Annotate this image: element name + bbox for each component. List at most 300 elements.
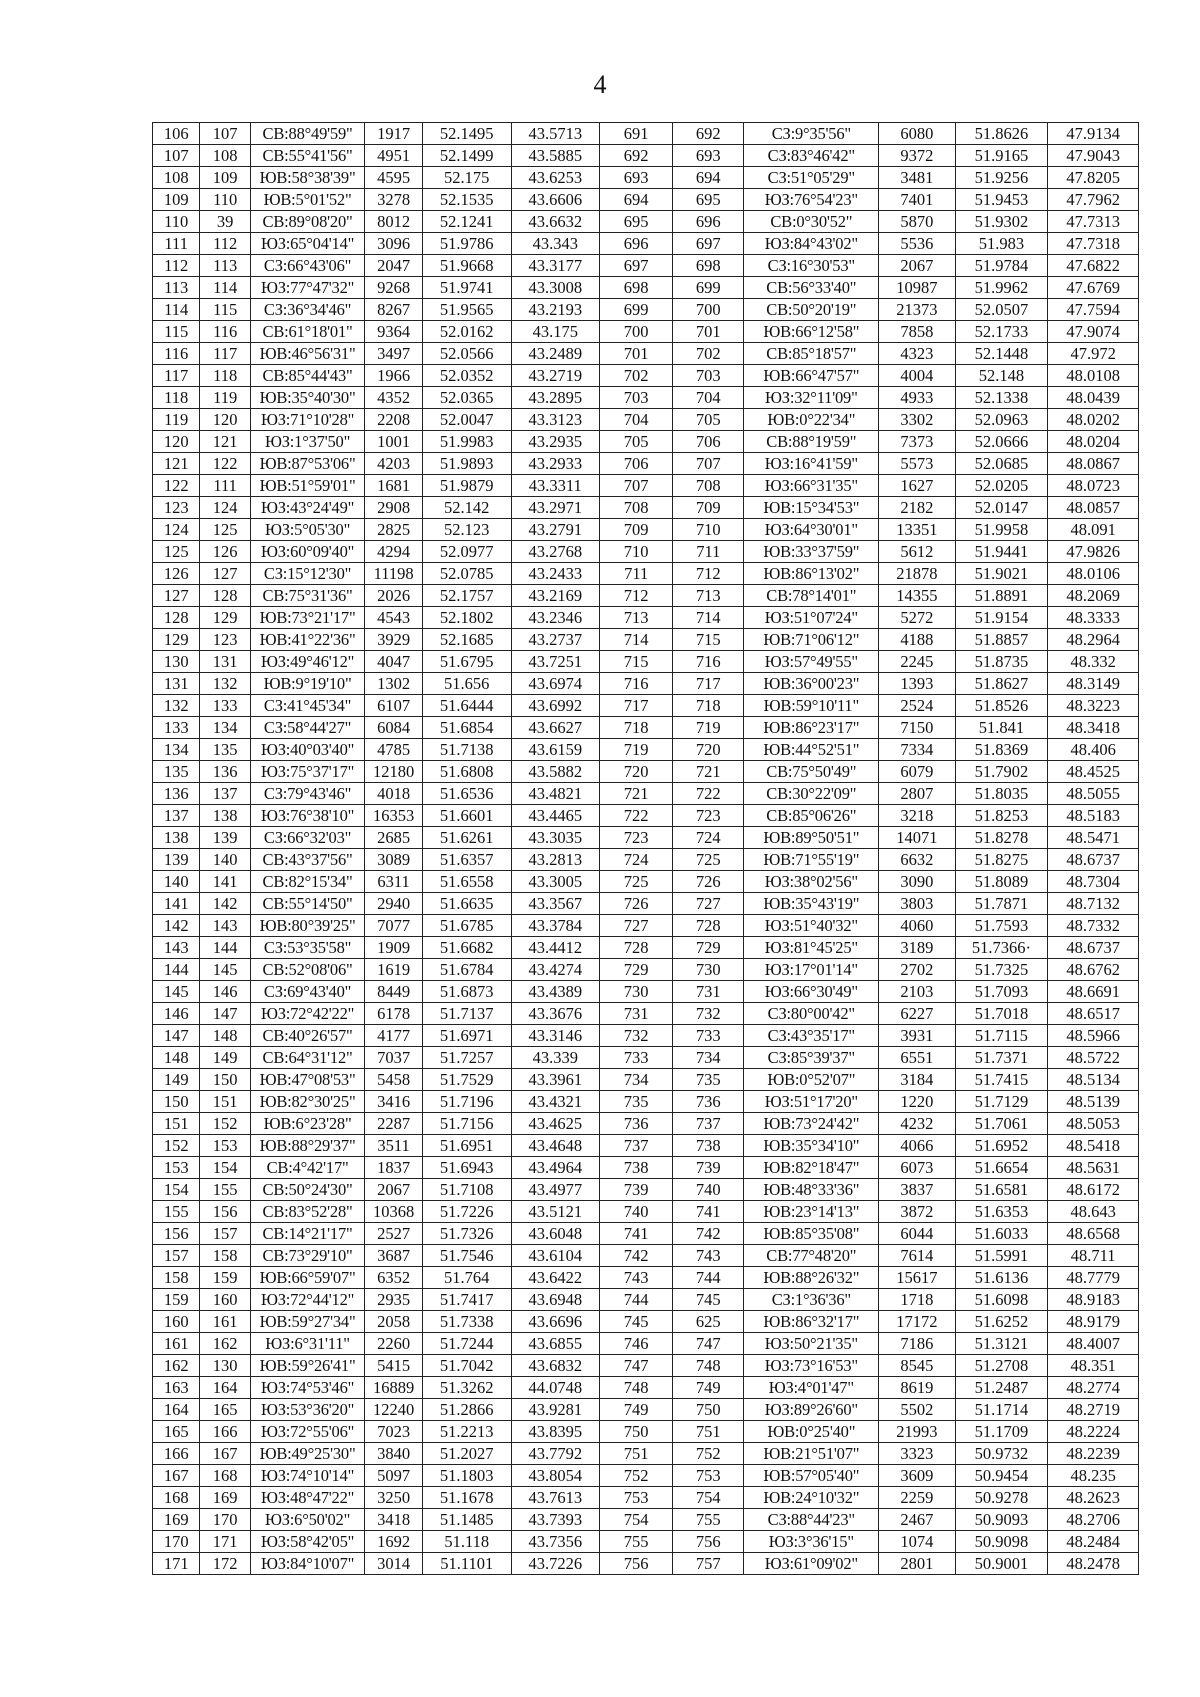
- direction-cell: ЮЗ:74°53'46": [250, 1377, 364, 1399]
- table-row: [153, 1509, 1139, 1531]
- distance-cell: 8267: [365, 299, 423, 321]
- distance-cell: 14355: [879, 585, 955, 607]
- longitude-cell: 43.2791: [511, 519, 600, 541]
- to-point-cell: 753: [673, 1465, 744, 1487]
- direction-cell: ЮВ:59°26'41": [250, 1355, 364, 1377]
- to-point-cell: 114: [200, 277, 250, 299]
- distance-cell: 2524: [879, 695, 955, 717]
- distance-cell: 1692: [365, 1531, 423, 1553]
- table-row: [153, 387, 1139, 409]
- from-point-cell: 142: [153, 915, 200, 937]
- longitude-cell: 48.0202: [1048, 409, 1139, 431]
- to-point-cell: 743: [673, 1245, 744, 1267]
- direction-cell: СВ:55°41'56": [250, 145, 364, 167]
- longitude-cell: 43.2935: [511, 431, 600, 453]
- table-row: [153, 1179, 1139, 1201]
- latitude-cell: 52.0205: [955, 475, 1048, 497]
- to-point-cell: 748: [673, 1355, 744, 1377]
- latitude-cell: 51.1803: [422, 1465, 511, 1487]
- to-point-cell: 123: [200, 629, 250, 651]
- distance-cell: 21373: [879, 299, 955, 321]
- longitude-cell: 43.2813: [511, 849, 600, 871]
- to-point-cell: 129: [200, 607, 250, 629]
- latitude-cell: 51.3262: [422, 1377, 511, 1399]
- distance-cell: 5536: [879, 233, 955, 255]
- from-point-cell: 123: [153, 497, 200, 519]
- table-row: [153, 695, 1139, 717]
- latitude-cell: 51.8735: [955, 651, 1048, 673]
- to-point-cell: 738: [673, 1135, 744, 1157]
- longitude-cell: 43.9281: [511, 1399, 600, 1421]
- to-point-cell: 733: [673, 1025, 744, 1047]
- latitude-cell: 50.9093: [955, 1509, 1048, 1531]
- latitude-cell: 51.5991: [955, 1245, 1048, 1267]
- latitude-cell: 52.0365: [422, 387, 511, 409]
- direction-cell: ЮВ:88°29'37": [250, 1135, 364, 1157]
- from-point-cell: 150: [153, 1091, 200, 1113]
- distance-cell: 4047: [365, 651, 423, 673]
- from-point-cell: 152: [153, 1135, 200, 1157]
- latitude-cell: 51.9962: [955, 277, 1048, 299]
- from-point-cell: 135: [153, 761, 200, 783]
- direction-cell: ЮЗ:51°40'32": [744, 915, 879, 937]
- longitude-cell: 43.4412: [511, 937, 600, 959]
- distance-cell: 4177: [365, 1025, 423, 1047]
- table-row: [153, 1025, 1139, 1047]
- latitude-cell: 51.7137: [422, 1003, 511, 1025]
- latitude-cell: 51.7326: [422, 1223, 511, 1245]
- latitude-cell: 51.7871: [955, 893, 1048, 915]
- to-point-cell: 694: [673, 167, 744, 189]
- longitude-cell: 48.2774: [1048, 1377, 1139, 1399]
- from-point-cell: 144: [153, 959, 200, 981]
- latitude-cell: 51.8891: [955, 585, 1048, 607]
- from-point-cell: 691: [600, 123, 673, 145]
- from-point-cell: 124: [153, 519, 200, 541]
- direction-cell: ЮВ:88°26'32": [744, 1267, 879, 1289]
- to-point-cell: 146: [200, 981, 250, 1003]
- longitude-cell: 48.711: [1048, 1245, 1139, 1267]
- to-point-cell: 156: [200, 1201, 250, 1223]
- longitude-cell: 48.2239: [1048, 1443, 1139, 1465]
- to-point-cell: 147: [200, 1003, 250, 1025]
- table-row: [153, 189, 1139, 211]
- distance-cell: 4203: [365, 453, 423, 475]
- from-point-cell: 164: [153, 1399, 200, 1421]
- direction-cell: ЮВ:82°30'25": [250, 1091, 364, 1113]
- from-point-cell: 145: [153, 981, 200, 1003]
- to-point-cell: 730: [673, 959, 744, 981]
- to-point-cell: 155: [200, 1179, 250, 1201]
- to-point-cell: 117: [200, 343, 250, 365]
- direction-cell: ЮЗ:66°31'35": [744, 475, 879, 497]
- longitude-cell: 43.6104: [511, 1245, 600, 1267]
- to-point-cell: 140: [200, 849, 250, 871]
- distance-cell: 3872: [879, 1201, 955, 1223]
- distance-cell: 2807: [879, 783, 955, 805]
- from-point-cell: 708: [600, 497, 673, 519]
- direction-cell: ЮЗ:57°49'55": [744, 651, 879, 673]
- from-point-cell: 171: [153, 1553, 200, 1575]
- table-row: [153, 1157, 1139, 1179]
- distance-cell: 3302: [879, 409, 955, 431]
- direction-cell: ЮЗ:4°01'47": [744, 1377, 879, 1399]
- direction-cell: ЮВ:35°40'30": [250, 387, 364, 409]
- to-point-cell: 741: [673, 1201, 744, 1223]
- to-point-cell: 172: [200, 1553, 250, 1575]
- longitude-cell: 48.7779: [1048, 1267, 1139, 1289]
- table-row: [153, 541, 1139, 563]
- longitude-cell: 48.6691: [1048, 981, 1139, 1003]
- longitude-cell: 48.0439: [1048, 387, 1139, 409]
- to-point-cell: 152: [200, 1113, 250, 1135]
- from-point-cell: 696: [600, 233, 673, 255]
- distance-cell: 4785: [365, 739, 423, 761]
- latitude-cell: 51.7338: [422, 1311, 511, 1333]
- distance-cell: 4188: [879, 629, 955, 651]
- distance-cell: 3929: [365, 629, 423, 651]
- table-row: [153, 519, 1139, 541]
- longitude-cell: 48.0867: [1048, 453, 1139, 475]
- distance-cell: 4323: [879, 343, 955, 365]
- page-number: 4: [593, 70, 607, 99]
- longitude-cell: 43.3146: [511, 1025, 600, 1047]
- from-point-cell: 754: [600, 1509, 673, 1531]
- from-point-cell: 162: [153, 1355, 200, 1377]
- from-point-cell: 166: [153, 1443, 200, 1465]
- latitude-cell: 51.9441: [955, 541, 1048, 563]
- to-point-cell: 701: [673, 321, 744, 343]
- latitude-cell: 52.0566: [422, 343, 511, 365]
- longitude-cell: 48.3418: [1048, 717, 1139, 739]
- to-point-cell: 130: [200, 1355, 250, 1377]
- longitude-cell: 44.0748: [511, 1377, 600, 1399]
- latitude-cell: 51.118: [422, 1531, 511, 1553]
- direction-cell: ЮВ:80°39'25": [250, 915, 364, 937]
- distance-cell: 1074: [879, 1531, 955, 1553]
- from-point-cell: 133: [153, 717, 200, 739]
- latitude-cell: 52.0977: [422, 541, 511, 563]
- from-point-cell: 118: [153, 387, 200, 409]
- from-point-cell: 122: [153, 475, 200, 497]
- direction-cell: ЮЗ:72°44'12": [250, 1289, 364, 1311]
- direction-cell: СЗ:53°35'58": [250, 937, 364, 959]
- from-point-cell: 703: [600, 387, 673, 409]
- from-point-cell: 755: [600, 1531, 673, 1553]
- distance-cell: 8449: [365, 981, 423, 1003]
- to-point-cell: 124: [200, 497, 250, 519]
- longitude-cell: 43.4321: [511, 1091, 600, 1113]
- from-point-cell: 715: [600, 651, 673, 673]
- latitude-cell: 51.8275: [955, 849, 1048, 871]
- latitude-cell: 52.142: [422, 497, 511, 519]
- from-point-cell: 737: [600, 1135, 673, 1157]
- distance-cell: 8619: [879, 1377, 955, 1399]
- direction-cell: СВ:43°37'56": [250, 849, 364, 871]
- direction-cell: ЮВ:23°14'13": [744, 1201, 879, 1223]
- distance-cell: 2058: [365, 1311, 423, 1333]
- from-point-cell: 143: [153, 937, 200, 959]
- direction-cell: ЮЗ:76°38'10": [250, 805, 364, 827]
- to-point-cell: 752: [673, 1443, 744, 1465]
- longitude-cell: 43.6159: [511, 739, 600, 761]
- direction-cell: ЮЗ:58°42'05": [250, 1531, 364, 1553]
- from-point-cell: 710: [600, 541, 673, 563]
- latitude-cell: 51.3121: [955, 1333, 1048, 1355]
- latitude-cell: 51.6952: [955, 1135, 1048, 1157]
- distance-cell: 5870: [879, 211, 955, 233]
- latitude-cell: 51.6601: [422, 805, 511, 827]
- latitude-cell: 51.9879: [422, 475, 511, 497]
- distance-cell: 3609: [879, 1465, 955, 1487]
- latitude-cell: 51.7093: [955, 981, 1048, 1003]
- longitude-cell: 48.5471: [1048, 827, 1139, 849]
- latitude-cell: 51.6808: [422, 761, 511, 783]
- from-point-cell: 732: [600, 1025, 673, 1047]
- from-point-cell: 699: [600, 299, 673, 321]
- table-row: [153, 915, 1139, 937]
- longitude-cell: 43.3676: [511, 1003, 600, 1025]
- direction-cell: ЮЗ:84°43'02": [744, 233, 879, 255]
- longitude-cell: 43.2768: [511, 541, 600, 563]
- direction-cell: ЮЗ:53°36'20": [250, 1399, 364, 1421]
- direction-cell: СВ:73°29'10": [250, 1245, 364, 1267]
- latitude-cell: 52.1499: [422, 145, 511, 167]
- to-point-cell: 712: [673, 563, 744, 585]
- distance-cell: 2067: [365, 1179, 423, 1201]
- to-point-cell: 127: [200, 563, 250, 585]
- longitude-cell: 48.0108: [1048, 365, 1139, 387]
- distance-cell: 3931: [879, 1025, 955, 1047]
- direction-cell: ЮЗ:64°30'01": [744, 519, 879, 541]
- table-row: [153, 1333, 1139, 1355]
- direction-cell: СВ:50°20'19": [744, 299, 879, 321]
- from-point-cell: 735: [600, 1091, 673, 1113]
- direction-cell: СЗ:9°35'56": [744, 123, 879, 145]
- distance-cell: 4066: [879, 1135, 955, 1157]
- direction-cell: СВ:89°08'20": [250, 211, 364, 233]
- distance-cell: 3089: [365, 849, 423, 871]
- longitude-cell: 48.3333: [1048, 607, 1139, 629]
- distance-cell: 14071: [879, 827, 955, 849]
- latitude-cell: 51.9165: [955, 145, 1048, 167]
- direction-cell: ЮВ:35°34'10": [744, 1135, 879, 1157]
- distance-cell: 3803: [879, 893, 955, 915]
- table-row: [153, 1443, 1139, 1465]
- from-point-cell: 741: [600, 1223, 673, 1245]
- longitude-cell: 43.5121: [511, 1201, 600, 1223]
- longitude-cell: 47.9134: [1048, 123, 1139, 145]
- table-row: [153, 1355, 1139, 1377]
- distance-cell: 4543: [365, 607, 423, 629]
- from-point-cell: 106: [153, 123, 200, 145]
- latitude-cell: 51.9958: [955, 519, 1048, 541]
- table-row: [153, 1311, 1139, 1333]
- direction-cell: СЗ:66°32'03": [250, 827, 364, 849]
- longitude-cell: 43.339: [511, 1047, 600, 1069]
- distance-cell: 1393: [879, 673, 955, 695]
- latitude-cell: 51.9784: [955, 255, 1048, 277]
- from-point-cell: 128: [153, 607, 200, 629]
- to-point-cell: 113: [200, 255, 250, 277]
- longitude-cell: 43.3567: [511, 893, 600, 915]
- distance-cell: 8545: [879, 1355, 955, 1377]
- from-point-cell: 126: [153, 563, 200, 585]
- to-point-cell: 116: [200, 321, 250, 343]
- to-point-cell: 139: [200, 827, 250, 849]
- from-point-cell: 709: [600, 519, 673, 541]
- latitude-cell: 51.7138: [422, 739, 511, 761]
- longitude-cell: 48.3223: [1048, 695, 1139, 717]
- distance-cell: 7023: [365, 1421, 423, 1443]
- table-row: [153, 805, 1139, 827]
- distance-cell: 3278: [365, 189, 423, 211]
- distance-cell: 2801: [879, 1553, 955, 1575]
- distance-cell: 7373: [879, 431, 955, 453]
- to-point-cell: 725: [673, 849, 744, 871]
- from-point-cell: 114: [153, 299, 200, 321]
- direction-cell: ЮВ:0°25'40": [744, 1421, 879, 1443]
- from-point-cell: 746: [600, 1333, 673, 1355]
- to-point-cell: 719: [673, 717, 744, 739]
- longitude-cell: 43.6627: [511, 717, 600, 739]
- direction-cell: СВ:85°06'26": [744, 805, 879, 827]
- to-point-cell: 126: [200, 541, 250, 563]
- direction-cell: ЮВ:82°18'47": [744, 1157, 879, 1179]
- to-point-cell: 166: [200, 1421, 250, 1443]
- latitude-cell: 51.7108: [422, 1179, 511, 1201]
- direction-cell: ЮВ:46°56'31": [250, 343, 364, 365]
- latitude-cell: 51.764: [422, 1267, 511, 1289]
- longitude-cell: 43.4821: [511, 783, 600, 805]
- from-point-cell: 158: [153, 1267, 200, 1289]
- distance-cell: 6073: [879, 1157, 955, 1179]
- from-point-cell: 730: [600, 981, 673, 1003]
- longitude-cell: 47.7962: [1048, 189, 1139, 211]
- from-point-cell: 694: [600, 189, 673, 211]
- from-point-cell: 130: [153, 651, 200, 673]
- to-point-cell: 110: [200, 189, 250, 211]
- longitude-cell: 48.6517: [1048, 1003, 1139, 1025]
- direction-cell: ЮВ:15°34'53": [744, 497, 879, 519]
- distance-cell: 6079: [879, 761, 955, 783]
- longitude-cell: 43.8395: [511, 1421, 600, 1443]
- from-point-cell: 740: [600, 1201, 673, 1223]
- distance-cell: 3250: [365, 1487, 423, 1509]
- from-point-cell: 168: [153, 1487, 200, 1509]
- longitude-cell: 48.5139: [1048, 1091, 1139, 1113]
- longitude-cell: 43.3961: [511, 1069, 600, 1091]
- to-point-cell: 699: [673, 277, 744, 299]
- longitude-cell: 43.7226: [511, 1553, 600, 1575]
- to-point-cell: 708: [673, 475, 744, 497]
- to-point-cell: 720: [673, 739, 744, 761]
- longitude-cell: 43.343: [511, 233, 600, 255]
- direction-cell: СВ:50°24'30": [250, 1179, 364, 1201]
- from-point-cell: 725: [600, 871, 673, 893]
- distance-cell: 4060: [879, 915, 955, 937]
- to-point-cell: 692: [673, 123, 744, 145]
- direction-cell: СВ:77°48'20": [744, 1245, 879, 1267]
- latitude-cell: 50.9001: [955, 1553, 1048, 1575]
- direction-cell: ЮЗ:5°05'30": [250, 519, 364, 541]
- distance-cell: 15617: [879, 1267, 955, 1289]
- latitude-cell: 52.1495: [422, 123, 511, 145]
- longitude-cell: 43.2895: [511, 387, 600, 409]
- latitude-cell: 51.6353: [955, 1201, 1048, 1223]
- from-point-cell: 149: [153, 1069, 200, 1091]
- from-point-cell: 111: [153, 233, 200, 255]
- direction-cell: ЮВ:58°38'39": [250, 167, 364, 189]
- to-point-cell: 727: [673, 893, 744, 915]
- to-point-cell: 111: [200, 475, 250, 497]
- to-point-cell: 703: [673, 365, 744, 387]
- longitude-cell: 43.6832: [511, 1355, 600, 1377]
- table-row: [153, 233, 1139, 255]
- from-point-cell: 706: [600, 453, 673, 475]
- longitude-cell: 47.8205: [1048, 167, 1139, 189]
- latitude-cell: 51.1709: [955, 1421, 1048, 1443]
- from-point-cell: 723: [600, 827, 673, 849]
- longitude-cell: 43.2193: [511, 299, 600, 321]
- table-row: [153, 453, 1139, 475]
- direction-cell: СВ:85°18'57": [744, 343, 879, 365]
- to-point-cell: 745: [673, 1289, 744, 1311]
- direction-cell: СЗ:79°43'46": [250, 783, 364, 805]
- direction-cell: СВ:52°08'06": [250, 959, 364, 981]
- direction-cell: СЗ:36°34'46": [250, 299, 364, 321]
- to-point-cell: 715: [673, 629, 744, 651]
- table-row: [153, 475, 1139, 497]
- to-point-cell: 713: [673, 585, 744, 607]
- from-point-cell: 714: [600, 629, 673, 651]
- table-row: [153, 299, 1139, 321]
- distance-cell: 2182: [879, 497, 955, 519]
- latitude-cell: 51.8278: [955, 827, 1048, 849]
- direction-cell: ЮВ:59°10'11": [744, 695, 879, 717]
- latitude-cell: 51.6682: [422, 937, 511, 959]
- latitude-cell: 51.6357: [422, 849, 511, 871]
- latitude-cell: 51.7546: [422, 1245, 511, 1267]
- table-row: [153, 1487, 1139, 1509]
- table-row: [153, 1399, 1139, 1421]
- direction-cell: СЗ:80°00'42": [744, 1003, 879, 1025]
- direction-cell: ЮЗ:48°47'22": [250, 1487, 364, 1509]
- from-point-cell: 108: [153, 167, 200, 189]
- to-point-cell: 164: [200, 1377, 250, 1399]
- distance-cell: 1718: [879, 1289, 955, 1311]
- direction-cell: СВ:78°14'01": [744, 585, 879, 607]
- table-row: [153, 673, 1139, 695]
- to-point-cell: 128: [200, 585, 250, 607]
- latitude-cell: 51.1485: [422, 1509, 511, 1531]
- distance-cell: 3840: [365, 1443, 423, 1465]
- distance-cell: 2245: [879, 651, 955, 673]
- from-point-cell: 109: [153, 189, 200, 211]
- distance-cell: 16889: [365, 1377, 423, 1399]
- latitude-cell: 51.8627: [955, 673, 1048, 695]
- table-row: [153, 981, 1139, 1003]
- to-point-cell: 714: [673, 607, 744, 629]
- direction-cell: ЮВ:86°13'02": [744, 563, 879, 585]
- longitude-cell: 43.2169: [511, 585, 600, 607]
- direction-cell: СЗ:15°12'30": [250, 563, 364, 585]
- latitude-cell: 51.6943: [422, 1157, 511, 1179]
- longitude-cell: 48.0204: [1048, 431, 1139, 453]
- longitude-cell: 43.6253: [511, 167, 600, 189]
- longitude-cell: 47.972: [1048, 343, 1139, 365]
- direction-cell: ЮЗ:50°21'35": [744, 1333, 879, 1355]
